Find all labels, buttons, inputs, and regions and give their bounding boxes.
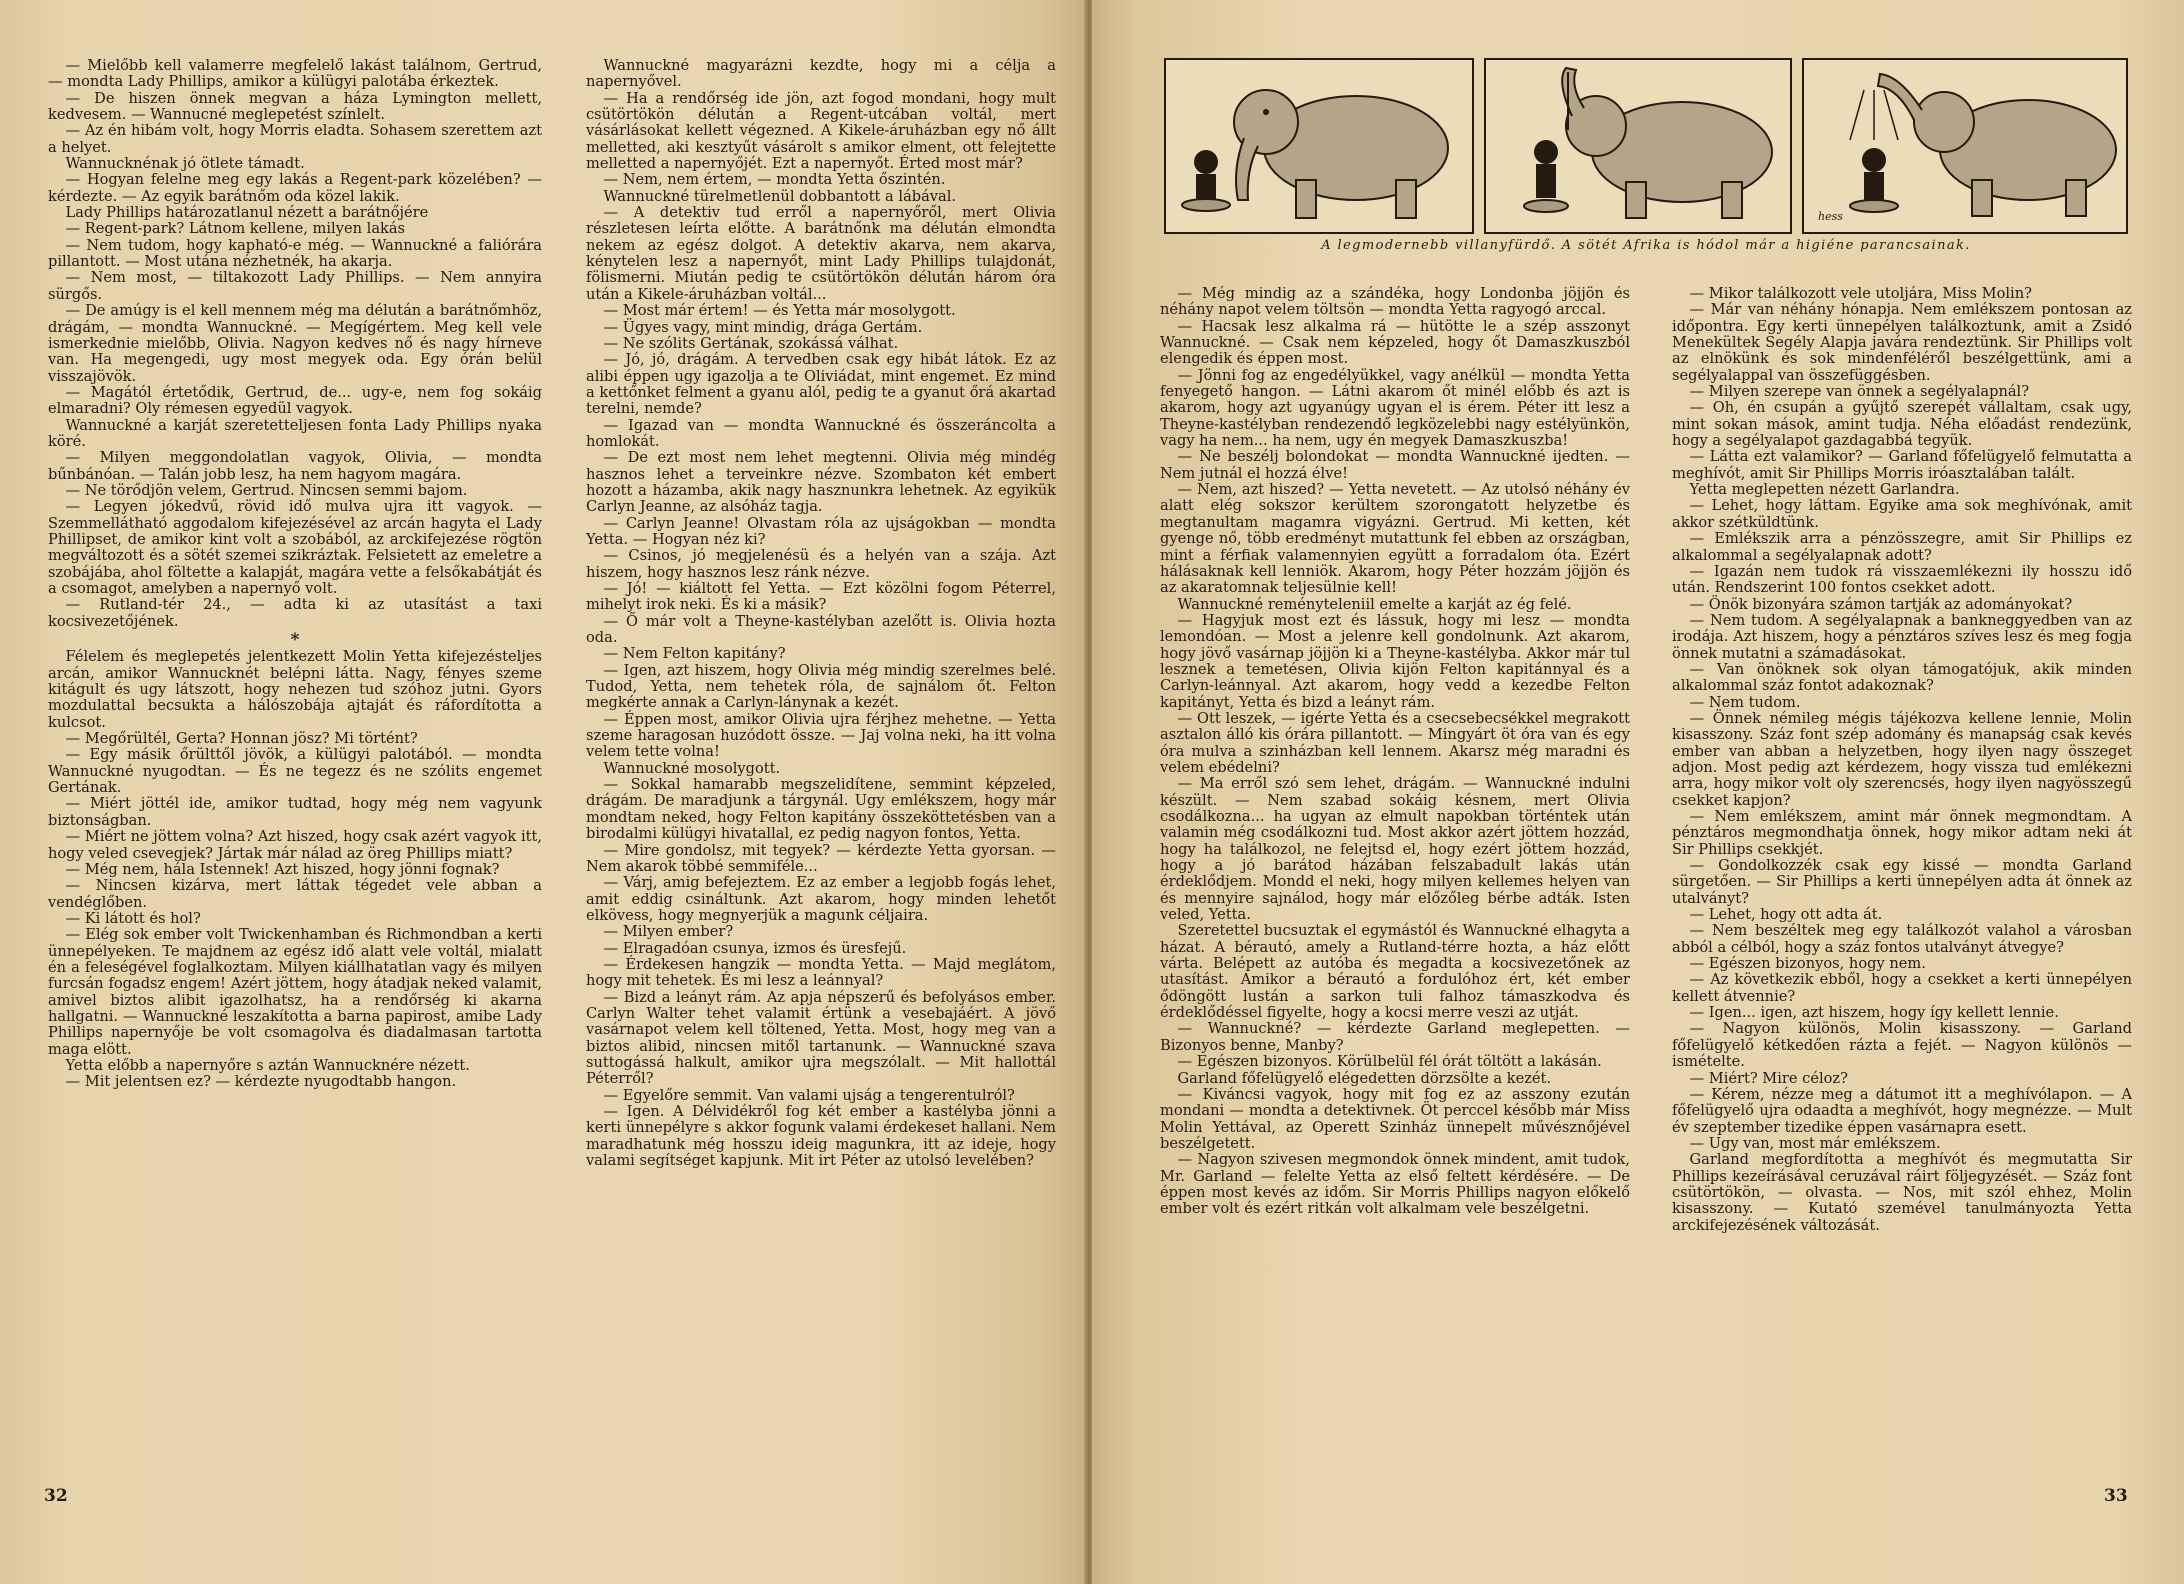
elephant-trunk-raised-illustration <box>1486 60 1790 232</box>
paragraph: — Oh, én csupán a gyűjtő szerepét vállaltam, csak ugy, mint sokan mások, amint tudja. Néha előadást rendezünk, hogy a segélyalapot gazdagabbá tegyük. <box>1672 399 2132 450</box>
paragraph: — Ne törődjön velem, Gertrud. Nincsen semmi bajom. <box>65 481 468 499</box>
paragraph: — Egyelőre semmit. Van valami ujság a tengerentulról? <box>603 1086 1015 1104</box>
paragraph: * <box>290 630 300 651</box>
paragraph: — Miért? Mire céloz? <box>1689 1069 1848 1087</box>
paragraph: — Ő már volt a Theyne-kastélyban azelőtt is. Olivia hozta oda. <box>586 612 1056 647</box>
comic-panel-2 <box>1484 58 1792 234</box>
paragraph: — Már van néhány hónapja. Nem emlékszem pontosan az időpontra. Egy kerti ünnepélyen találkoztunk, amit a Zsidó Menekültek Segély Alapja javára rendeztünk. Sir Phillips volt az elnökünk és sok mindenféléről beszélgettünk, ami a segélyalappal van összefüggésben. <box>1672 301 2132 384</box>
paragraph: Wannucknénak jó ötlete támadt. <box>65 155 305 173</box>
paragraph: — Még nem, hála Istennek! Azt hiszed, hogy jönni fognak? <box>65 860 500 878</box>
paragraph: — De amúgy is el kell mennem még ma délután a barátnőmhöz, drágám, — mondta Wannuckné. — Megígértem. Meg kell vele ismerkednie mielőbb, Olivia. Nagyon kedves nő és nagy hírneve van. Ha megengedi, ugy most megyek oda. Egy órán belül visszajövök. <box>48 302 542 385</box>
paragraph: — Ha a rendőrség ide jön, azt fogod mondani, hogy mult csütörtökön délután a Regent-utcában voltál, mert vásárlásokat kellett végezned. A Kikele-áruházban egy nő állt melletted, aki kesztyűt vásárolt s amikor elment, ott felejtette melletted a napernyőjét. Ezt a napernyőt. Érted most már? <box>586 89 1056 173</box>
paragraph: — Elég sok ember volt Twickenhamban és Richmondban a kerti ünnepélyeken. Te majdnem az egész idő alatt vele voltál, mialatt én a feleségével foglalkoztam. Milyen kiállhatatlan vagy és milyen furcsán fogadsz engem! Azért jöttem, hogy átadjak neked valamit, amivel biztos alibit igazolhatsz, ha a rendőrség ki akarna hallgatni. — Wannuckné leszakította a barna papirost, amibe Lady Phillips napernyője be volt csomagolva és diadalmasan tartotta maga elött. <box>48 926 542 1058</box>
paragraph: — Önnek némileg mégis tájékozva kellene lennie, Molin kisasszony. Száz font szép adomány és manapság csak kevés ember van abban a helyzetben, hogy ilyen nagy összeget adjon. Most pedig azt kérdezem, hogy vissza tud emlékezni arra, hogy mikor volt oly szerencsés, hogy ilyen nagyösszegű csekket kapjon? <box>1672 709 2132 809</box>
paragraph: — Egy másik őrülttől jövök, a külügyi palotából. — mondta Wannuckné nyugodtan. — És ne tegezz és ne szólits engemet Gertának. <box>48 746 542 797</box>
elephant-with-man-illustration <box>1166 60 1472 232</box>
paragraph: — Miért jöttél ide, amikor tudtad, hogy még nem vagyunk biztonságban. <box>48 795 542 829</box>
comic-panel-1 <box>1164 58 1474 234</box>
paragraph: — Igen, azt hiszem, hogy Olivia még mindig szerelmes belé. Tudod, Yetta, nem tehetek róla, de sajnálom őt. Felton megkérte annak a Carlyn-lánynak a kezét. <box>586 661 1056 712</box>
right-page-column-2 <box>1672 286 2132 1486</box>
paragraph: — Mire gondolsz, mit tegyek? — kérdezte Yetta gyorsan. — Nem akarok többé semmiféle... <box>586 841 1056 875</box>
paragraph: — Várj, amig befejeztem. Ez az ember a legjobb fogás lehet, amit eddig csináltunk. Azt akarom, hogy minden lehetőt elkövess, hogy megnyerjük a magunk céljaira. <box>586 874 1056 924</box>
left-page-column-2 <box>586 58 1056 1498</box>
paragraph: Wannuckné türelmetlenül dobbantott a lábával. <box>603 187 957 205</box>
paragraph: — Gondolkozzék csak egy kissé — mondta Garland sürgetően. — Sir Phillips a kerti ünnepélyen adta át önnek az utalványt? <box>1672 857 2132 907</box>
paragraph: — Elragadóan csunya, izmos és üresfejű. <box>603 939 907 957</box>
paragraph: Szeretettel bucsuztak el egymástól és Wannuckné elhagyta a házat. A bérautó, amely a Rutland-térre hozta, a ház előtt várta. Belépett az autóba és megadta a kocsivezetőnek az utasítást. Amikor a bérautó a fordulóhoz ért, két ember ődöngött lustán a sarkon tuli falhoz támaszkodva és érdeklődéssel figyelte, hogy a kocsi merre veszi az utját. <box>1160 922 1630 1022</box>
paragraph: — Nem Felton kapitány? <box>603 645 786 663</box>
paragraph: — Ne szólits Gertának, szokássá válhat. <box>603 334 899 352</box>
page-number-right: 33 <box>2104 1486 2128 1506</box>
paragraph: Félelem és meglepetés jelentkezett Molin Yetta kifejezésteljes arcán, amikor Wannucknét belépni látta. Nagy, fényes szeme kitágult és ugy látszott, hogy nehezen tud szóhoz jutni. Gyors mozdulattal becsukta a hálószobája ajtaját és ráfordította a kulcsot. <box>48 648 542 731</box>
paragraph: — Ma erről szó sem lehet, drágám. — Wannuckné indulni készült. — Nem szabad sokáig késnem, mert Olivia csodálkozna... ha ugyan az elmult napokban történtek után valamin még csodálkozni tud. Most akkor azért jöttem hozzád, hogy ha találkozol, ne felejtsd el, hogy ezért jöttem hozzád, hogy a jó barátod házában felszabadult lakás után érdeklődjem. Mondd el neki, hogy milyen kellemes helyen van és mennyire sajnálod, hogy már előzőleg bérbe adták. Isten veled, Yetta. <box>1160 775 1630 924</box>
paragraph: — Bizd a leányt rám. Az apja népszerű és befolyásos ember. Carlyn Walter tehet valamit értünk a vesebajáért. A jövő vasárnapot velem kell töltened, Yetta. Most, hogy meg van a biztos alibid, nincsen mitől tartanunk. — Wannuckné szava suttogássá halkult, amikor ujra megszólalt. — Mit hallottál Péterről? <box>586 988 1056 1088</box>
paragraph: — Rutland-tér 24., — adta ki az utasítást a taxi kocsivezetőjének. <box>48 596 542 630</box>
paragraph: — Milyen szerepe van önnek a segélyalapnál? <box>1689 383 2030 401</box>
paragraph: — Igen... igen, azt hiszem, hogy így kellett lennie. <box>1689 1004 2059 1022</box>
paragraph: — Nagyon szivesen megmondok önnek mindent, amit tudok, Mr. Garland — felelte Yetta az első feltett kérdésére. — De éppen most kevés az időm. Sir Morris Phillips nagyon előkelő ember volt és ezért ritkán volt alkalmam vele beszélgetni. <box>1160 1151 1630 1218</box>
paragraph: — Nem, nem értem, — mondta Yetta őszintén. <box>603 171 946 189</box>
paragraph: — Milyen meggondolatlan vagyok, Olivia, — mondta bűnbánóan. — Talán jobb lesz, ha nem hagyom magára. <box>48 449 542 483</box>
paragraph: — Mit jelentsen ez? — kérdezte nyugodtabb hangon. <box>65 1073 457 1091</box>
paragraph: — De hiszen önnek megvan a háza Lymington mellett, kedvesem. — Wannucné meglepetést színlelt. <box>48 89 542 124</box>
paragraph: — Ugy van, most már emlékszem. <box>1689 1134 1941 1152</box>
paragraph: — Ott leszek, — igérte Yetta és a csecsebecsékkel megrakott asztalon álló kis órára pillantott. — Mingyárt öt óra van és egy óra mulva a szinházban kell lennem. Akarsz még maradni és velem ebédelni? <box>1160 709 1630 776</box>
paragraph: Wannuckné mosolygott. <box>603 759 781 777</box>
paragraph: — Kérem, nézze meg a dátumot itt a meghívólapon. — A főfelügyelő ujra odaadta a meghívót, hogy megnézze. — Mult év szeptember tizedike éppen vasárnapra esett. <box>1672 1085 2132 1136</box>
paragraph: — Nem tudom. <box>1689 693 1801 711</box>
paragraph: — Wannuckné? — kérdezte Garland meglepetten. — Bizonyos benne, Manby? <box>1160 1020 1630 1054</box>
elephant-shower-illustration <box>1804 60 2126 232</box>
comic-panel-3 <box>1802 58 2128 234</box>
paragraph: — Egészen bizonyos, hogy nem. <box>1689 955 1926 973</box>
paragraph: — Van önöknek sok olyan támogatójuk, akik minden alkalommal száz fontot adakoznak? <box>1672 660 2132 695</box>
paragraph: Garland megfordította a meghívót és megmutatta Sir Phillips kezeírásával ceruzával ráirt följegyzését. — Száz font csütörtökön, — olvasta. — Nos, mit szól ehhez, Molin kisasszony. — Kutató szemével tanulmányozta Yetta arckifejezésének változását. <box>1672 1151 2132 1234</box>
paragraph: — Nem most, — tiltakozott Lady Phillips. — Nem annyira sürgős. <box>48 269 542 303</box>
paragraph: — Megőrültél, Gerta? Honnan jösz? Mi történt? <box>65 730 418 748</box>
paragraph: — De ezt most nem lehet megtenni. Olivia még mindég hasznos lehet a terveinkre nézve. Szombaton két embert hozott a házamba, akik nagy hasznunkra lehetnek. Az egyikük Carlyn Jeanne, az alsóház tagja. <box>586 449 1056 516</box>
paragraph: — Az én hibám volt, hogy Morris eladta. Sohasem szerettem azt a helyet. <box>48 122 542 156</box>
paragraph: — Sokkal hamarabb megszelidítene, semmint képzeled, drágám. De maradjunk a tárgynál. Ugy emlékszem, hogy már mondtam neked, hogy Felton kapitány összeköttetésben van a birodalmi külügyi hivatallal, ez pedig nagyon fontos, Yetta. <box>586 776 1056 843</box>
paragraph: — Jönni fog az engedélyükkel, vagy anélkül — mondta Yetta fenyegető hangon. — Látni akarom őt minél előbb és azt is akarom, hogy azt ugyanúgy ugyan el is érem. Péter itt lesz a Theyne-kastélyban rendezendő legközelebbi nagy estélyünkön, vagy ha nem... ha nem, ugy én megyek Damaszkuszba! <box>1160 366 1630 450</box>
right-page-column-1 <box>1160 286 1630 1486</box>
paragraph: — Nem beszéltek meg egy találkozót valahol a városban abból a célból, hogy a száz fontos utalványt átvegye? <box>1672 922 2132 956</box>
paragraph: — Kiváncsi vagyok, hogy mit fog ez az asszony ezután mondani — mondta a detektivnek. Öt perccel később már Miss Molin Yettával, az Operett Szinház ünnepelt művésznőjével beszélgetett. <box>1160 1085 1630 1152</box>
paragraph: — Csinos, jó megjelenésü és a helyén van a szája. Azt hiszem, hogy hasznos lesz ránk nézve. <box>586 547 1056 581</box>
paragraph: — Jó, jó, drágám. A tervedben csak egy hibát látok. Ez az alibi éppen ugy igazolja a te Oliviádat, mint engemet. Ez mind a kettőnket felment a gyanu alól, pedig te a gyanut őrá akartad terelni, nemde? <box>586 351 1056 418</box>
paragraph: — Még mindig az a szándéka, hogy Londonba jöjjön és néhány napot velem töltsön — mondta Yetta ragyogó arccal. <box>1160 286 1630 319</box>
paragraph: — Magától értetődik, Gertrud, de... ugy-e, nem fog sokáig elmaradni? Oly rémesen egyedül vagyok. <box>48 383 542 418</box>
paragraph: Wannuckné magyarázni kezdte, hogy mi a célja a napernyővel. <box>586 58 1056 91</box>
paragraph: — Igen. A Délvidékről fog két ember a kastélyba jönni a kerti ünnepélyre s akkor fogunk valami érdekeset hallani. Nem maradhatunk még hosszu ideig magunkra, itt az ideje, hogy valami segítséget kapjunk. Mit irt Péter az utolsó levelében? <box>586 1103 1056 1170</box>
paragraph: — Ki látott és hol? <box>65 909 201 927</box>
paragraph: — Jó! — kiáltott fel Yetta. — Ezt közölni fogom Péterrel, mihelyt irok neki. És ki a másik? <box>586 580 1056 614</box>
paragraph: — Az következik ebből, hogy a csekket a kerti ünnepélyen kellett átvennie? <box>1672 971 2132 1005</box>
paragraph: — Nem, azt hiszed? — Yetta nevetett. — Az utolsó néhány év alatt elég sokszor kerültem szorongatott helyzetbe és megtanultam magamra vigyázni. Gertrud. Mi ketten, két gyenge nő, több eredményt mutattunk fel ebben az országban, mint a férfiak valamennyien együtt a forradalom óta. Ezért hálásaknak kell lenniök. Akarom, hogy Péter hozzám jöjjön és az akaratomnak teljesülnie kell! <box>1160 481 1630 597</box>
paragraph: — Hogyan felelne meg egy lakás a Regent-park közelében? — kérdezte. — Az egyik barátnőm oda közel lakik. <box>48 171 542 205</box>
paragraph: — Önök bizonyára számon tartják az adományokat? <box>1689 595 2073 613</box>
paragraph: — Mikor találkozott vele utoljára, Miss Molin? <box>1689 286 2032 302</box>
paragraph: — Most már értem! — és Yetta már mosolygott. <box>603 302 956 320</box>
paragraph: — Hagyjuk most ezt és lássuk, hogy mi lesz — mondta lemondóan. — Most a jelenre kell gondolnunk. Azt akarom, hogy jövő vasárnap jöjjön ki a Theyne-kastélyba. Akkor már tul lesznek a temetésen, Olivia kijön Felton kapitánnyal és a Carlyn-leánnyal. Azt akarom, hogy vedd a kezedbe Felton kapitányt, Yetta és bizd a leányt rám. <box>1160 611 1630 711</box>
paragraph: — Hacsak lesz alkalma rá — hütötte le a szép asszonyt Wannuckné. — Csak nem képzeled, hogy őt Damaszkuszból elengedik és éppen most. <box>1160 317 1630 368</box>
paragraph: — A detektiv tud erről a napernyőről, mert Olivia részletesen leírta előtte. A barátnőnk ma délután elmondta nekem az egész dolgot. A detektiv akarva, nem akarva, kénytelen lesz a napernyőt, mint Lady Phillips tulajdonát, fölismerni. Miután pedig te csütörtökön délután három óra után a Kikele-áruházban voltál... <box>586 204 1056 303</box>
paragraph: Yetta meglepetten nézett Garlandra. <box>1689 481 1960 499</box>
paragraph: Wannuckné a karját szeretetteljesen fonta Lady Phillips nyaka köré. <box>48 416 542 450</box>
paragraph: — Lehet, hogy láttam. Egyike ama sok meghívónak, amit akkor szétküldtünk. <box>1672 497 2132 531</box>
paragraph: — Igazad van — mondta Wannuckné és összeráncolta a homlokát. <box>586 416 1056 450</box>
paragraph: — Miért ne jöttem volna? Azt hiszed, hogy csak azért vagyok itt, hogy veled csevegjek? Jártak már nálad az öreg Phillips miatt? <box>48 828 542 862</box>
paragraph: Wannuckné reményteleniil emelte a karját az ég felé. <box>1177 595 1572 613</box>
paragraph: — Regent-park? Látnom kellene, milyen lakás <box>65 220 406 238</box>
paragraph: — Mielőbb kell valamerre megfelelő lakást találnom, Gertrud, — mondta Lady Phillips, amikor a külügyi palotába érkeztek. <box>48 58 542 91</box>
paragraph: Garland főfelügyelő elégedetten dörzsölte a kezét. <box>1177 1069 1552 1087</box>
paragraph: — Látta ezt valamikor? — Garland főfelügyelő felmutatta a meghívót, amit Sir Phillips Morris iróasztalában talált. <box>1672 448 2132 482</box>
paragraph: — Igazán nem tudok rá visszaemlékezni ily hosszu idő után. Rendszerint 100 fontos csekket adott. <box>1672 562 2132 597</box>
comic-caption: A legmodernebb villanyfürdő. A sötét Afrika is hódol már a higiéne parancsainak. <box>1321 238 1971 253</box>
paragraph: Lady Phillips határozatlanul nézett a barátnőjére <box>65 204 429 222</box>
paragraph: — Nem tudom, hogy kapható-e még. — Wannuckné a faliórára pillantott. — Most utána nézhetnék, ha akarja. <box>48 236 542 271</box>
paragraph: — Legyen jókedvű, rövid idő mulva ujra itt vagyok. — Szemmellátható aggodalom kifejezésével az arcán hagyta el Lady Phillipset, de amikor kint volt a szobából, az arckifejezése rögtön megváltozott és a sötét szemei szikráztak. Felsietett az emeletre a szobájába, ahol föltette a kalapját, magára vette a felsőkabátját és a csomagot, amelyben a napernyő volt. <box>48 498 542 597</box>
paragraph: — Lehet, hogy ott adta át. <box>1689 906 1883 924</box>
paragraph: — Nem tudom. A segélyalapnak a bankneggyedben van az irodája. Azt hiszem, hogy a pénztáros szíves lesz és meg fogja önnek mutatni a számadásokat. <box>1672 611 2132 662</box>
left-page-column-1 <box>48 58 542 1498</box>
paragraph: — Ügyes vagy, mint mindig, drága Gertám. <box>603 318 923 336</box>
paragraph: — Nem emlékszem, amint már önnek megmondtam. A pénztáros megmondhatja önnek, hogy mikor adtam neki át Sir Phillips csekkjét. <box>1672 808 2132 858</box>
page-number-left: 32 <box>44 1486 68 1506</box>
paragraph: — Carlyn Jeanne! Olvastam róla az ujságokban — mondta Yetta. — Hogyan néz ki? <box>586 514 1056 548</box>
paragraph: — Ne beszélj bolondokat — mondta Wannuckné ijedten. — Nem jutnál el hozzá élve! <box>1160 448 1630 482</box>
paragraph: — Milyen ember? <box>603 923 734 941</box>
paragraph: — Emlékszik arra a pénzösszegre, amit Sir Phillips ez alkalommal a segélyalapnak adott? <box>1672 530 2132 564</box>
paragraph: — Egészen bizonyos. Körülbelül fél órát töltött a lakásán. <box>1177 1053 1602 1071</box>
comic-signature: hess <box>1818 210 1843 223</box>
comic-strip <box>1164 58 2128 234</box>
paragraph: — Nagyon különös, Molin kisasszony. — Garland főfelügyelő kétkedően rázta a fejét. — Nagyon különös — ismételte. <box>1672 1020 2132 1071</box>
paragraph: — Nincsen kizárva, mert láttak tégedet vele abban a vendéglőben. <box>48 877 542 911</box>
paragraph: — Éppen most, amikor Olivia ujra férjhez mehetne. — Yetta szeme haragosan huzódott össze. — Jaj volna neki, ha itt volna velem tette volna! <box>586 710 1056 761</box>
left-page <box>0 0 1086 1584</box>
paragraph: Yetta előbb a napernyőre s aztán Wannucknére nézett. <box>65 1056 470 1074</box>
paragraph: — Érdekesen hangzik — mondta Yetta. — Majd meglátom, hogy mit tehetek. És mi lesz a leánnyal? <box>586 955 1056 990</box>
